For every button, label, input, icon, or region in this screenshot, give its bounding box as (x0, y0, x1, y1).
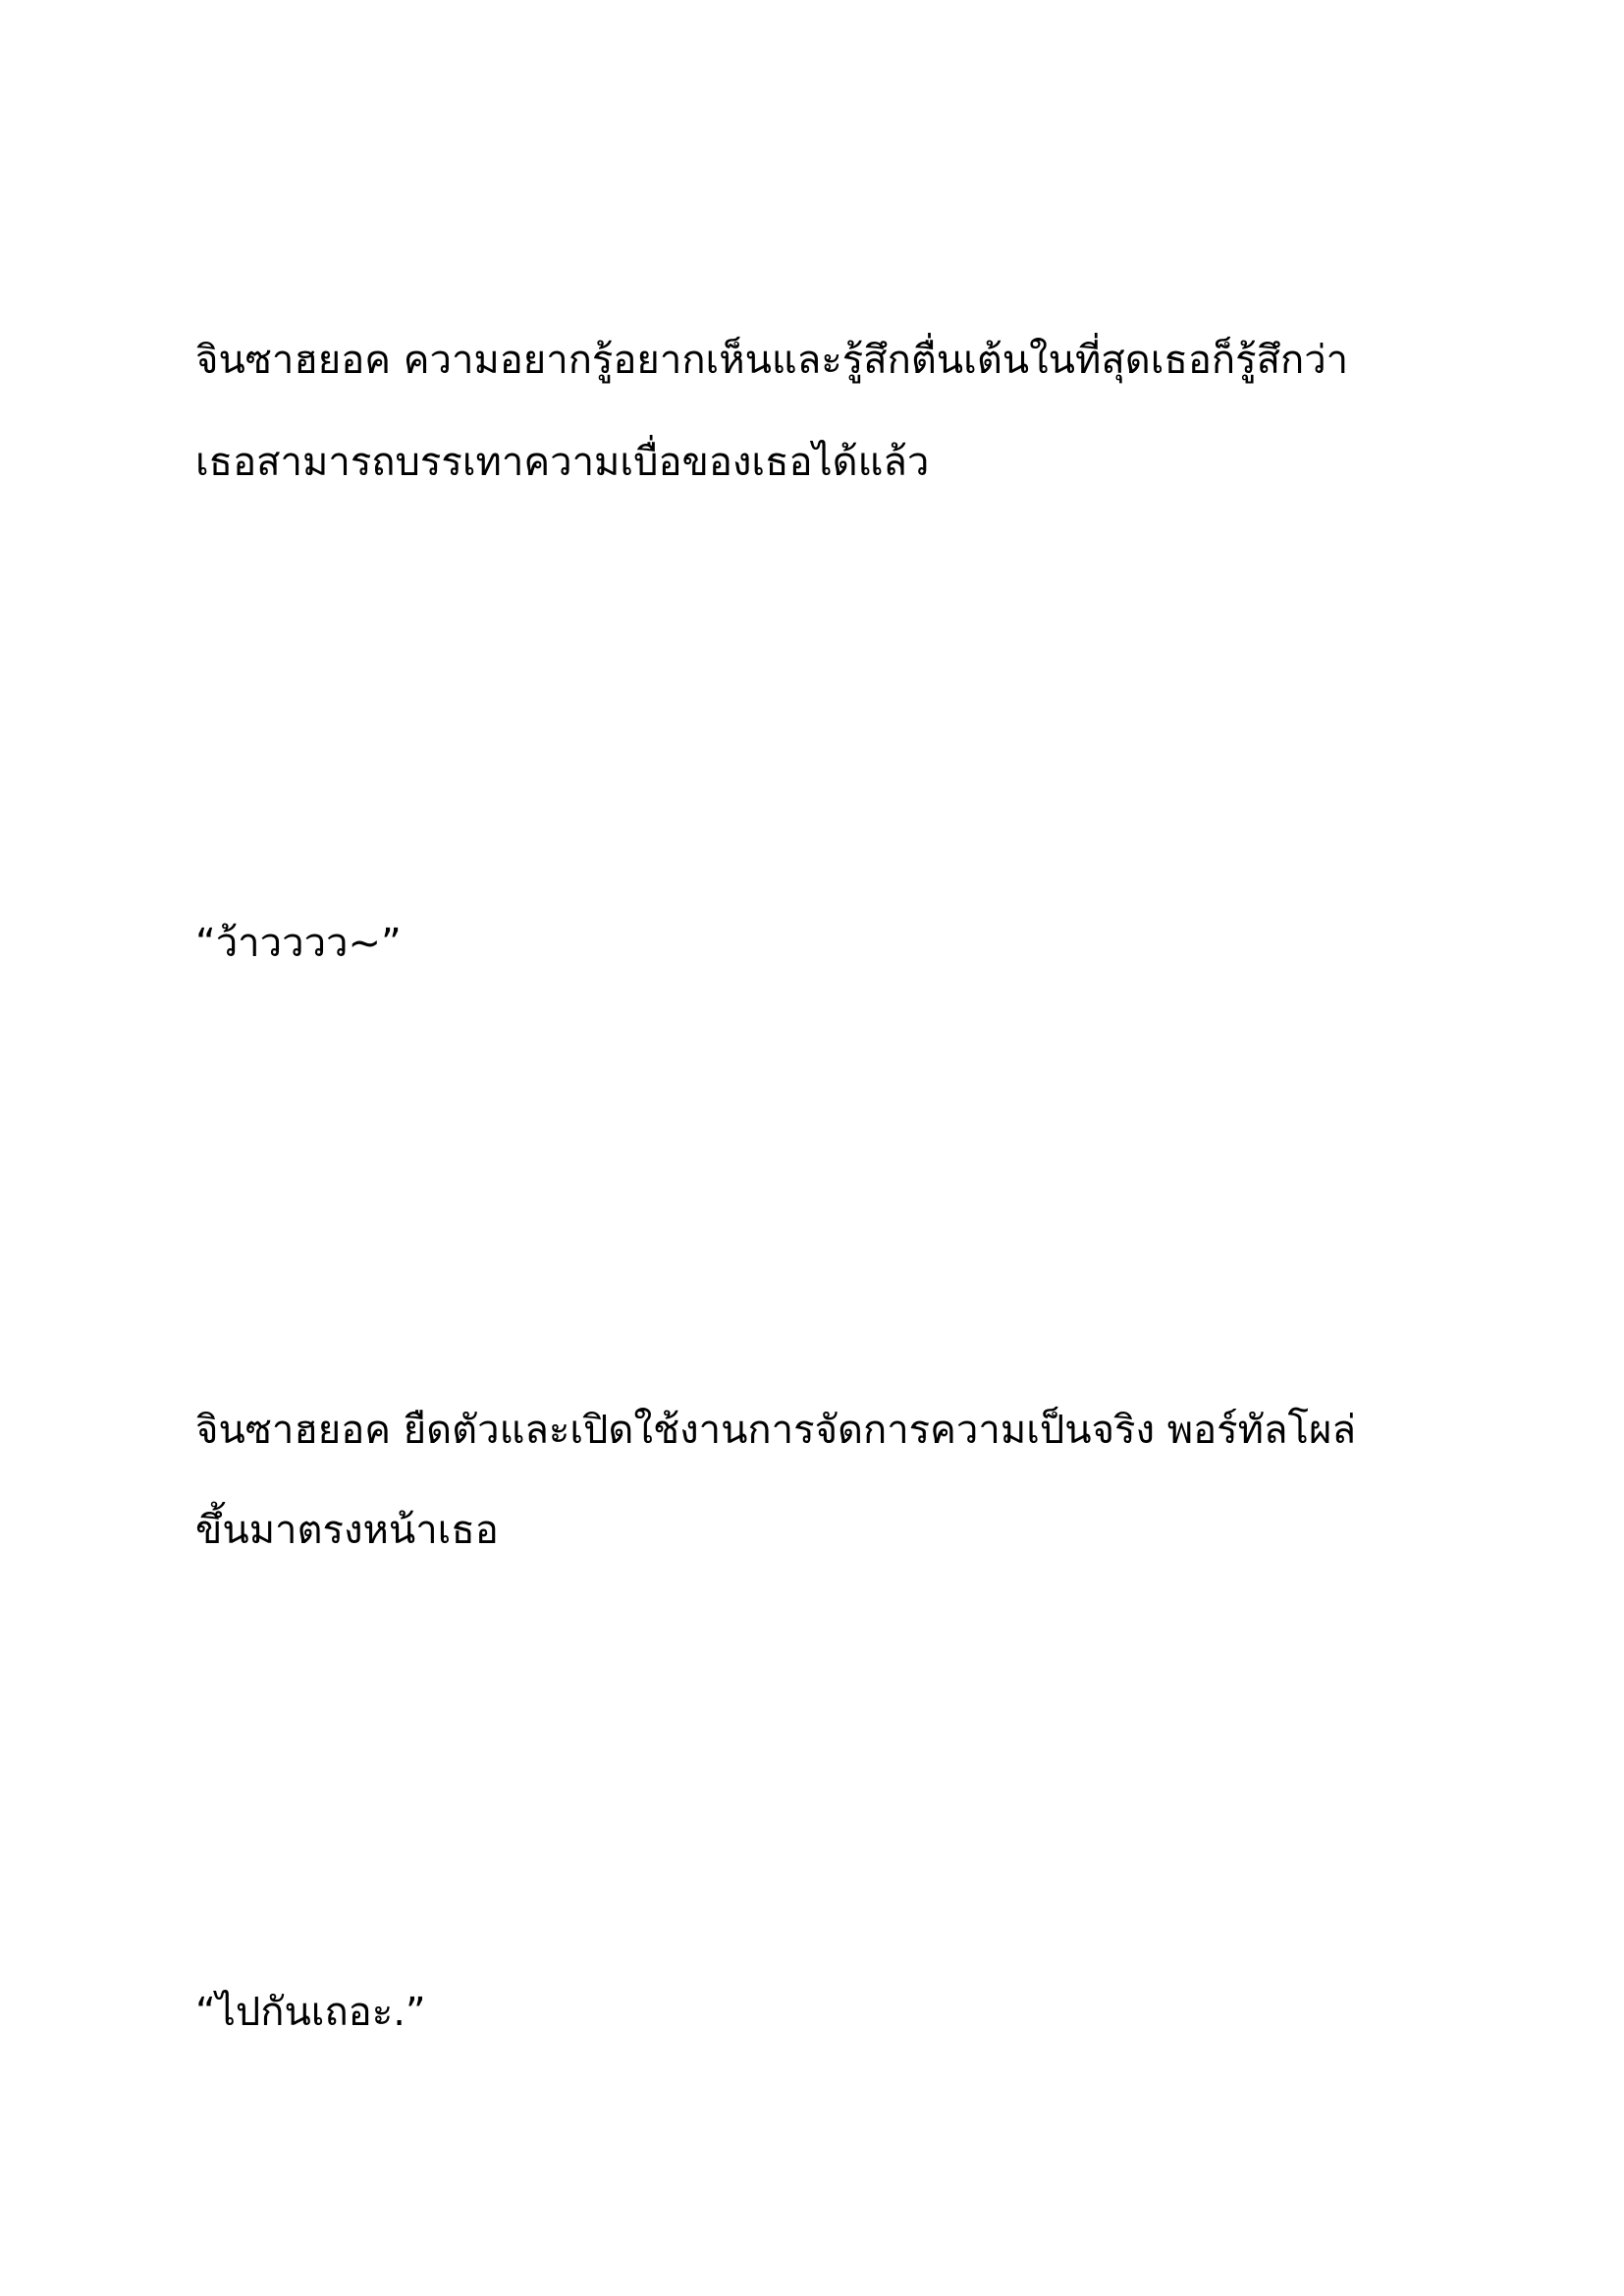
paragraph-4-line-1: “ไปกันเถอะ.” (195, 1990, 426, 2035)
paragraph-1-line-2: เธอสามารถบรรเทาความเบื่อของเธอได้แล้ว (195, 440, 930, 485)
paragraph-3-line-2: ขึ้นมาตรงหน้าเธอ (195, 1508, 499, 1553)
paragraph-3-line-1: จินซาฮยอค ยืดตัวและเปิดใช้งานการจัดการความเป็นจริง พอร์ทัลโผล่ (195, 1408, 1356, 1453)
paragraph-1-line-1: จินซาฮยอค ความอยากรู้อยากเห็นและรู้สึกตื่นเต้นในที่สุดเธอก็รู้สึกว่า (195, 338, 1349, 383)
paragraph-2-line-1: “ว้าวววว~” (195, 921, 402, 966)
